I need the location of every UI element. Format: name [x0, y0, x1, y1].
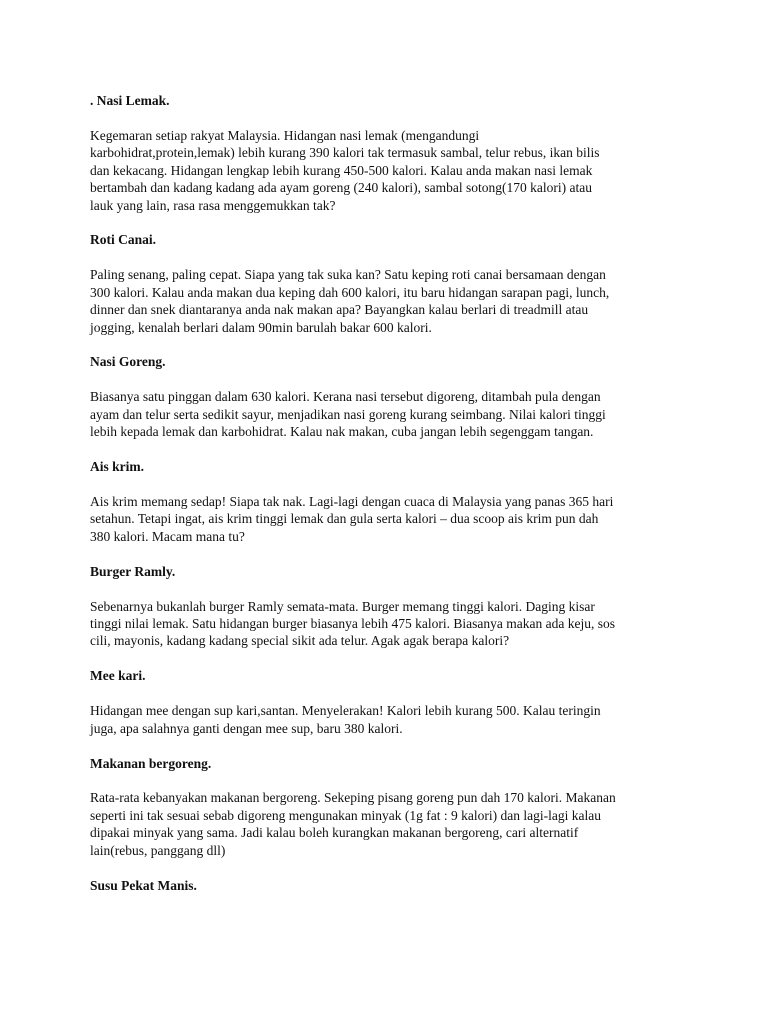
section-body: Rata-rata kebanyakan makanan bergoreng. Sekeping pisang goreng pun dah 170 kalori. Makanan seperti ini tak sesuai sebab digoreng mengunakan minyak (1g fat : 9 kalori) dan lagi-lagi kalau dipakai minyak yang sama. Jadi kalau boleh kurangkan makanan bergoreng, cari alternatif lain(rebus, panggang dll) [90, 790, 616, 858]
section-heading: Roti Canai. [90, 232, 157, 248]
section-heading: Ais krim. [90, 459, 144, 475]
section-heading: Susu Pekat Manis. [90, 877, 197, 893]
section-body: Kegemaran setiap rakyat Malaysia. Hidangan nasi lemak (mengandungi karbohidrat,protein,lemak) lebih kurang 390 kalori tak termasuk sambal, telur rebus, ikan bilis dan kekacang. Hidangan lengkap lebih kurang 450-500 kalori. Kalau anda makan nasi lemak bertambah dan kadang kadang ada ayam goreng (240 kalori), sambal sotong(170 kalori) atau lauk yang lain, rasa rasa menggemukkan tak? [90, 127, 600, 213]
section-body: Ais krim memang sedap! Siapa tak nak. Lagi-lagi dengan cuaca di Malaysia yang panas 365 hari setahun. Tetapi ingat, ais krim tinggi lemak dan gula serta kalori – dua scoop ais krim pun dah 380 kalori. Macam mana tu? [90, 494, 614, 544]
section-heading: Makanan bergoreng. [90, 755, 212, 771]
section-burger-ramly [90, 563, 690, 668]
section-heading: Burger Ramly. [90, 563, 176, 579]
section-body: Paling senang, paling cepat. Siapa yang tak suka kan? Satu keping roti canai bersamaan dengan 300 kalori. Kalau anda makan dua keping dah 600 kalori, itu baru hidangan sarapan pagi, lunch, dinner dan snek diantaranya anda nak makan apa? Bayangkan kalau berlari di treadmill atau jogging, kenalah berlari dalam 90min barulah bakar 600 kalori. [90, 267, 610, 335]
section-heading: Mee kari. [90, 668, 146, 684]
section-body: Biasanya satu pinggan dalam 630 kalori. Kerana nasi tersebut digoreng, ditambah pula dengan ayam dan telur serta sedikit sayur, menjadikan nasi goreng kurang seimbang. Nilai kalori tinggi lebih kepada lemak dan karbohidrat. Kalau nak makan, cuba jangan lebih segenggam tangan. [90, 389, 606, 440]
section-roti-canai [90, 231, 690, 353]
section-mee-kari [90, 667, 690, 754]
section-nasi-goreng [90, 353, 690, 458]
section-body: Hidangan mee dengan sup kari,santan. Menyelerakan! Kalori lebih kurang 500. Kalau teringin juga, apa salahnya ganti dengan mee sup, baru 380 kalori. [90, 703, 601, 736]
section-nasi-lemak [90, 92, 690, 231]
section-heading: Nasi Goreng. [90, 354, 166, 370]
section-heading: . Nasi Lemak. [90, 93, 170, 108]
document-page [90, 92, 690, 894]
section-body: Sebenarnya bukanlah burger Ramly semata-mata. Burger memang tinggi kalori. Daging kisar tinggi nilai lemak. Satu hidangan burger biasanya lebih 475 kalori. Biasanya makan ada keju, sos cili, mayonis, kadang kadang special sikit ada telur. Agak agak berapa kalori? [90, 598, 615, 649]
section-ais-krim [90, 458, 690, 563]
section-susu-pekat-manis [90, 877, 690, 894]
section-makanan-bergoreng [90, 755, 690, 877]
